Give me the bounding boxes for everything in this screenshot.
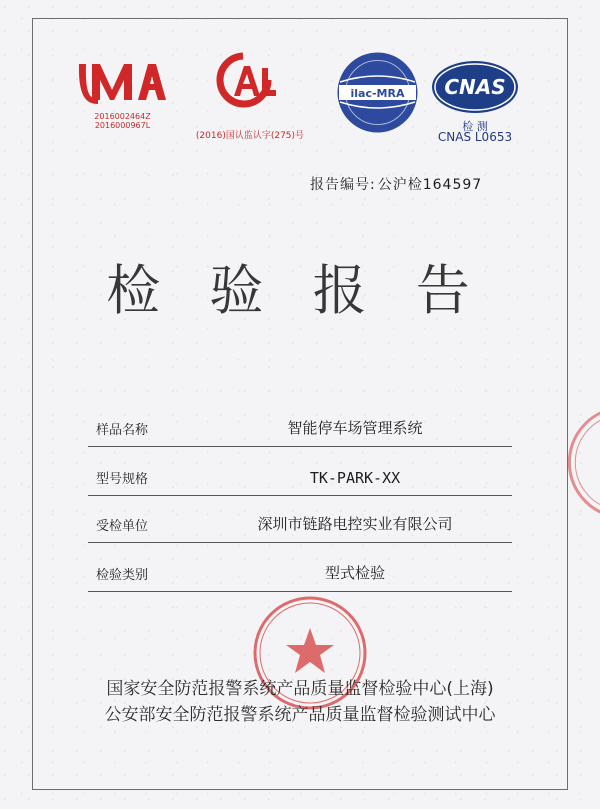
cma-codes: 2016002464Z 2016000967L (94, 112, 151, 130)
field-test-type (88, 557, 512, 592)
report-number (310, 174, 550, 194)
cal-logo (206, 50, 281, 110)
footer-line-2: 公安部安全防范报警系统产品质量监督检验测试中心 (104, 705, 496, 725)
field-label: 样品名称 (96, 423, 149, 438)
cal-mark-icon (206, 50, 281, 110)
cnas-oval-icon (430, 60, 520, 115)
cnas-label-2: CNAS L0653 (437, 130, 513, 144)
cal-code: (2016)国认监认字(275)号 (195, 131, 305, 141)
field-sample-name (88, 412, 512, 447)
field-label: 检验类别 (96, 568, 149, 583)
cnas-label-1: 检 测 (462, 120, 488, 133)
report-number-value: 公沪检164597 (377, 177, 483, 193)
cma-logo (76, 54, 171, 109)
field-value: 深圳市链路电控实业有限公司 (257, 515, 453, 533)
field-value: 型式检验 (324, 564, 385, 582)
cma-mark-icon (76, 54, 171, 109)
cnas-text: CNAS (444, 75, 506, 99)
report-number-label: 报告编号: (310, 177, 376, 193)
field-value: 智能停车场管理系统 (287, 419, 423, 437)
field-value: TK-PARK-XX (309, 469, 401, 487)
field-label: 受检单位 (96, 519, 149, 534)
ilac-text: ilac-MRA (350, 87, 405, 100)
footer-line-1: 国家安全防范报警系统产品质量监督检验中心(上海) (106, 679, 494, 699)
field-model (88, 461, 512, 496)
ilac-mra-logo (335, 50, 420, 135)
ilac-globe-icon (335, 50, 420, 135)
cnas-logo (430, 60, 520, 115)
field-client (88, 508, 512, 543)
certification-logos (0, 52, 600, 162)
page-title: 检 验 报 告 (106, 259, 486, 322)
field-label: 型号规格 (96, 472, 149, 487)
side-stamp-icon (548, 405, 600, 520)
